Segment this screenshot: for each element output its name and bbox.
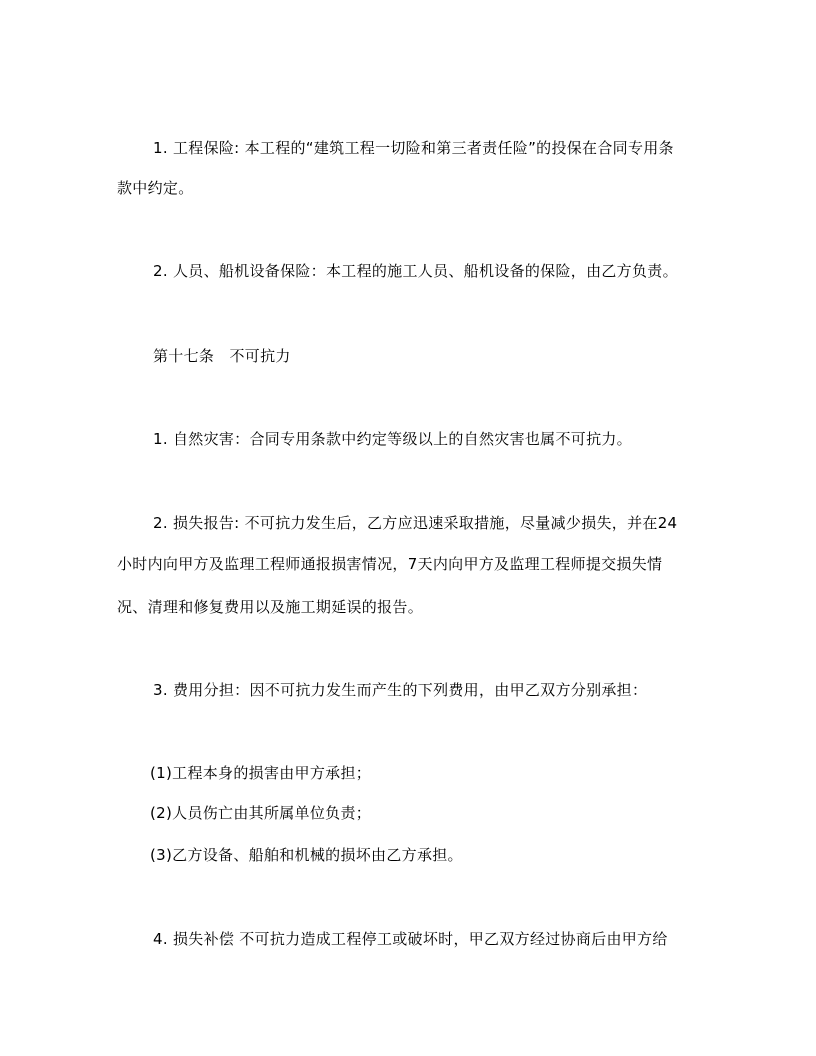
list-item-cost-1: (1)工程本身的损害由甲方承担； (150, 764, 372, 782)
section-heading-article-17: 第十七条 不可抗力 (153, 347, 291, 365)
paragraph-cost-sharing: 3. 费用分担：因不可抗力发生而产生的下列费用，由甲乙双方分别承担： (153, 681, 648, 699)
paragraph-natural-disaster: 1. 自然灾害：合同专用条款中约定等级以上的自然灾害也属不可抗力。 (153, 430, 632, 448)
paragraph-personnel-equipment-insurance: 2. 人员、船机设备保险：本工程的施工人员、船机设备的保险，由乙方负责。 (153, 262, 678, 280)
paragraph-loss-report-line-3: 况、清理和修复费用以及施工期延误的报告。 (117, 598, 424, 616)
paragraph-loss-report-line-1: 2. 损失报告: 不可抗力发生后，乙方应迅速采取措施，尽量减少损失，并在24 (153, 514, 678, 532)
list-item-cost-2: (2)人员伤亡由其所属单位负责； (150, 804, 372, 822)
list-item-cost-3: (3)乙方设备、船舶和机械的损坏由乙方承担。 (150, 846, 463, 864)
paragraph-engineering-insurance-line-1: 1. 工程保险: 本工程的“建筑工程一切险和第三者责任险”的投保在合同专用条 (153, 139, 674, 157)
paragraph-loss-report-line-2: 小时内向甲方及监理工程师通报损害情况，7天内向甲方及监理工程师提交损失情 (117, 555, 663, 573)
paragraph-engineering-insurance-line-2: 款中约定。 (117, 179, 194, 197)
paragraph-loss-compensation: 4. 损失补偿 不可抗力造成工程停工或破坏时，甲乙双方经过协商后由甲方给 (153, 930, 668, 948)
